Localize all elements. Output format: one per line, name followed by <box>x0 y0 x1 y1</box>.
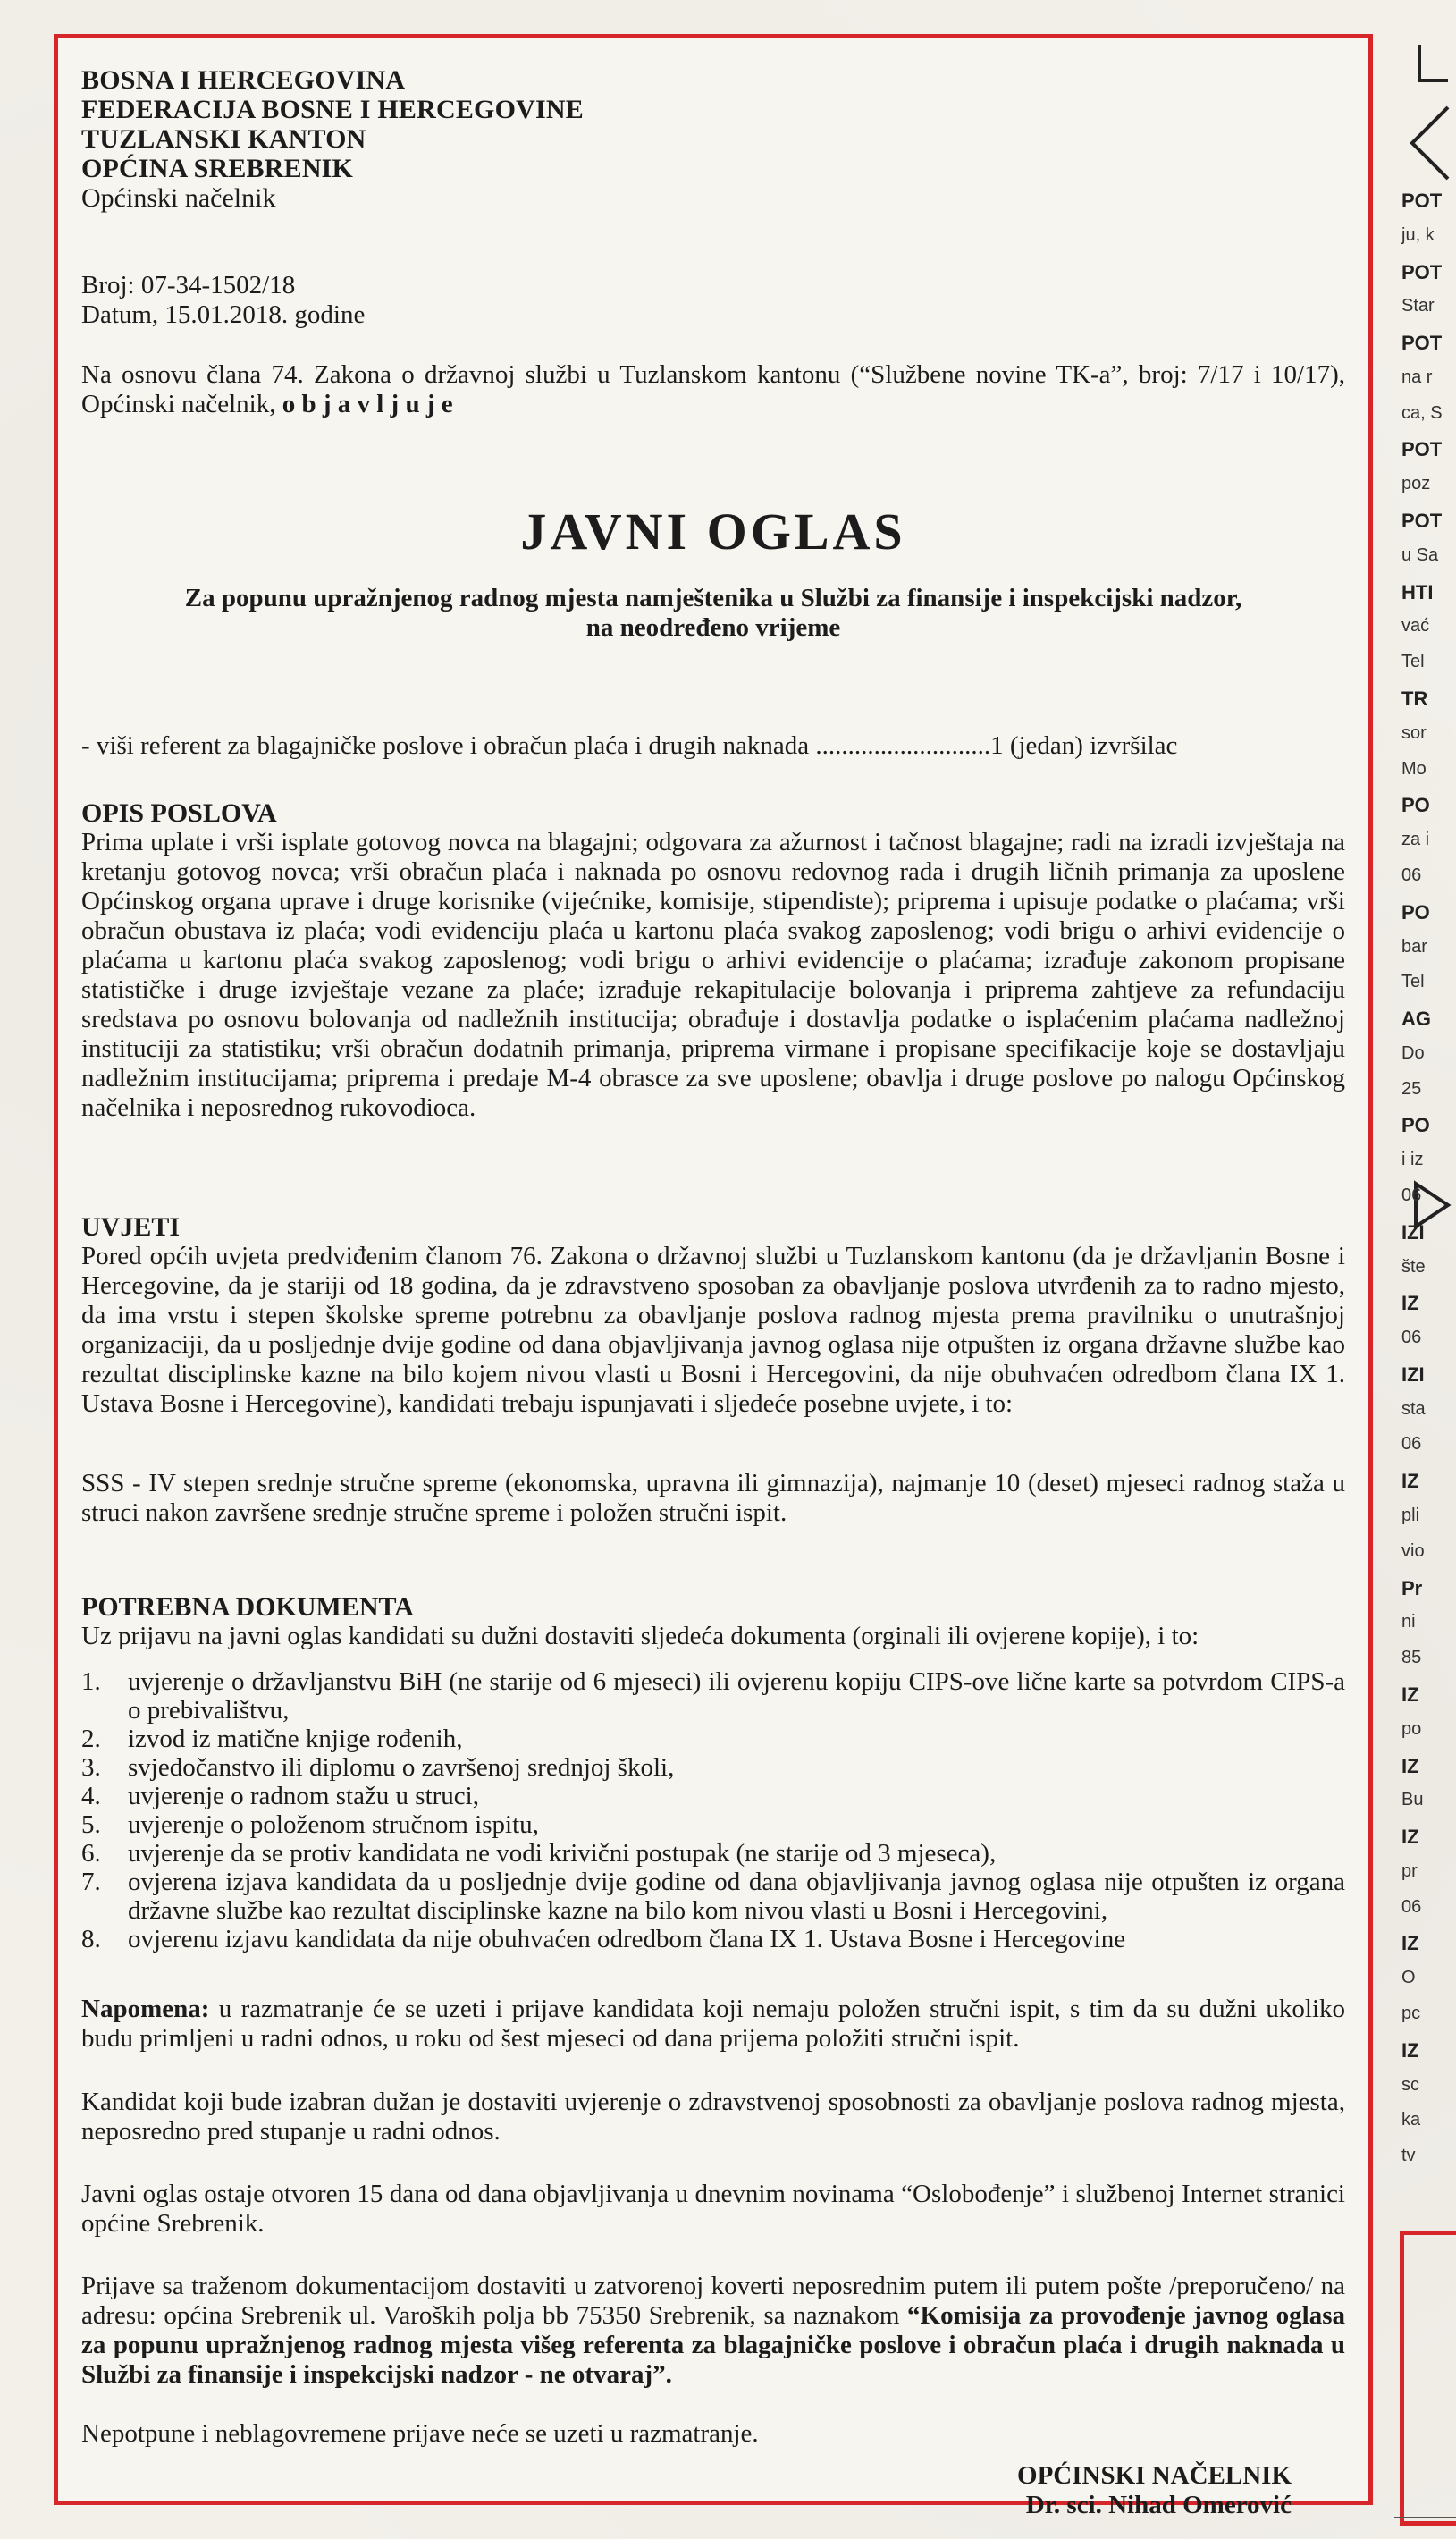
submission-label: “Komisija za provođenje javnog oglasa za popunu upražnjenog radnog mjesta višeg referenta za blagajničke poslove i obračun plaća i drugih naknada u Službi za finansije i inspekcijski nadzor - ne otvaraj”. <box>81 2301 1345 2389</box>
list-item-number: 5. <box>81 1810 101 1839</box>
list-item <box>81 1839 1345 1868</box>
issuer-line-1: BOSNA I HERCEGOVINA <box>81 65 406 95</box>
list-item <box>81 1868 1345 1925</box>
issuer-line-4: OPĆINA SREBRENIK <box>81 154 354 183</box>
side-snippet: šte <box>1401 1257 1426 1277</box>
reference-block <box>81 271 365 330</box>
issuer-line-2: FEDERACIJA BOSNE I HERCEGOVINE <box>81 95 584 124</box>
health-block <box>81 2088 1345 2147</box>
side-snippet: AG <box>1401 1008 1431 1030</box>
side-snippet: ka <box>1401 2110 1421 2130</box>
subtitle-line-2: na neodređeno vrijeme <box>585 613 841 642</box>
reference-number: Broj: 07-34-1502/18 <box>81 271 296 299</box>
side-snippet: IZ <box>1401 1683 1419 1706</box>
list-item-text: uvjerenje da se protiv kandidata ne vodi krivični postupak (ne starije od 3 mjeseca), <box>128 1839 997 1868</box>
side-snippet: tv <box>1401 2146 1416 2165</box>
note-text: u razmatranje će se uzeti i prijave kandidata koji nemaju položen stručni ispit, s tim da su dužni ukoliko budu primljeni u radni odnos, u roku od šest mjeseci od dana prijema položiti stručni ispit. <box>81 1995 1345 2053</box>
incomplete-paragraph: Nepotpune i neblagovremene prijave neće se uzeti u razmatranje. <box>81 2419 759 2448</box>
side-snippet: POT <box>1401 438 1443 460</box>
side-snippet: IZI <box>1401 1363 1425 1386</box>
side-snippet: TR <box>1401 687 1428 710</box>
side-snippet: 06 <box>1401 1185 1422 1205</box>
note-label: Napomena: <box>81 1995 210 2023</box>
side-snippet: pc <box>1401 2003 1421 2023</box>
intro-verb: o b j a v l j u j e <box>282 390 453 418</box>
side-snippet: na r <box>1401 367 1433 387</box>
side-snippet: 06 <box>1401 1434 1422 1454</box>
note-paragraph <box>81 1995 1345 2054</box>
list-item-number: 2. <box>81 1725 101 1753</box>
duties-text: Prima uplate i vrši isplate gotovog novca na blagajni; odgovara za ažurnost i tačnost blagajne; radi na izradi izvještaja na kretanju gotovog novca; vrši obračun plaća i naknada po osnovu redovnog rada i drugih ličnih primanja za uposlene Općinskog organa uprave i druge korisnike (vijećnike, komisije, stipendiste); priprema i upisuje podatke o plaćama; vrši obračun obustava iz plaća; vodi evidenciju plaća u kartonu plaća svakog zaposlenog; vodi brigu o arhivi evidencije o plaćama u kartonu plaća svakog zaposlenog; vodi brigu o arhivi evidencije o plaćama; izrađuje zakonom propisane statističke i druge izvještaje vezane za plaće; izrađuje rekapitulacije bolovanja i priprema zahtjeve za refundaciju sredstava po osnovu bolovanja od nadležnih institucija; obrađuje i dostavlja podatke o isplaćenim plaćama nadležnoj instituciji za statistiku; vrši obračun dodatnih primanja, priprema virmane i propisane specifikacije koje se dostavljaju nadležnim institucijama; priprema i predaje M-4 obrasce za sve uposlene; obavlja i druge poslove po nalogu Općinskog načelnika i neposrednog rukovodioca. <box>81 828 1345 1122</box>
side-snippet: po <box>1401 1719 1422 1739</box>
side-snippet: sta <box>1401 1399 1426 1419</box>
position-line: - viši referent za blagajničke poslove i obračun plaća i drugih naknada ...........................1 (jedan) izvršilac <box>81 731 1178 760</box>
list-item <box>81 1810 1345 1839</box>
list-item-text: svjedočanstvo ili diplomu o završenoj srednjoj školi, <box>128 1753 675 1782</box>
side-snippet: vać <box>1401 616 1430 636</box>
side-snippet: i iz <box>1401 1150 1424 1169</box>
reference-date: Datum, 15.01.2018. godine <box>81 300 366 329</box>
side-snippet: Tel <box>1401 972 1425 991</box>
list-item <box>81 1667 1345 1725</box>
side-snippet: ju, k <box>1401 225 1435 245</box>
list-item-text: ovjerena izjava kandidata da u posljednje dvije godine od dana objavljivanja javnog oglasa nije otpušten iz organa državne službe kao rezultat disciplinske kazne na bilo kom nivou vlasti u Bosni i Hercegovini, <box>128 1868 1345 1925</box>
announcement-frame <box>54 34 1373 2519</box>
announcement-title: JAVNI OGLAS <box>520 502 906 561</box>
list-item <box>81 1782 1345 1810</box>
side-snippet: sor <box>1401 723 1427 743</box>
signature-title: OPĆINSKI NAČELNIK <box>1017 2461 1292 2490</box>
list-item-text: ovjerenu izjavu kandidata da nije obuhvaćen odredbom člana IX 1. Ustava Bosne i Hercegovine <box>128 1925 1126 1953</box>
side-snippet: pr <box>1401 1861 1418 1881</box>
bell-icon <box>1394 27 1456 206</box>
issuer-block <box>81 65 584 213</box>
signature-block <box>1017 2461 1292 2520</box>
side-snippet: 06 <box>1401 865 1422 885</box>
documents-heading: POTREBNA DOKUMENTA <box>81 1592 414 1622</box>
documents-intro: Uz prijavu na javni oglas kandidati su dužni dostaviti sljedeća dokumenta (orginali ili ovjerene kopije), i to: <box>81 1622 1199 1650</box>
list-item-number: 8. <box>81 1925 101 1953</box>
side-snippet: HTI <box>1401 581 1434 603</box>
intro-text: Na osnovu člana 74. Zakona o državnoj službi u Tuzlanskom kantonu (“Službene novine TK-a”, broj: 7/17 i 10/17), Općinski načelnik, <box>81 360 1345 418</box>
side-snippet: POT <box>1401 190 1443 212</box>
side-snippet: PO <box>1401 1114 1430 1136</box>
list-item <box>81 1725 1345 1753</box>
side-snippet: POT <box>1401 510 1443 532</box>
side-snippet: Tel <box>1401 652 1425 671</box>
side-snippet: IZI <box>1401 1221 1425 1244</box>
side-snippet: pli <box>1401 1506 1420 1525</box>
position-block <box>81 731 1345 761</box>
side-snippet: IZ <box>1401 1470 1419 1492</box>
list-item-number: 7. <box>81 1868 101 1896</box>
side-snippet: za i <box>1401 830 1430 849</box>
list-item <box>81 1753 1345 1782</box>
special-conditions-text: SSS - IV stepen srednje stručne spreme (ekonomska, upravna ili gimnazija), najmanje 10 (deset) mjeseci radnog staža u struci nakon završene srednje stručne spreme i položen stručni ispit. <box>81 1469 1345 1527</box>
column-rule <box>1394 2517 1456 2518</box>
duties-heading: OPIS POSLOVA <box>81 798 277 828</box>
list-item-number: 3. <box>81 1753 101 1782</box>
side-snippet: poz <box>1401 474 1431 493</box>
list-item <box>81 1925 1345 1953</box>
side-snippet: IZ <box>1401 1932 1419 1954</box>
side-snippet: 06 <box>1401 1328 1422 1347</box>
side-snippet: POT <box>1401 261 1443 283</box>
subtitle-line-1: Za popunu upražnjenog radnog mjesta namještenika u Službi za finansije i inspekcijski nadzor, <box>184 584 1242 612</box>
side-snippet: POT <box>1401 332 1443 354</box>
side-snippet: ni <box>1401 1612 1416 1632</box>
subtitle-block <box>81 584 1345 643</box>
duties-section <box>81 798 1345 1123</box>
side-snippet: bar <box>1401 937 1427 957</box>
issuer-line-3: TUZLANSKI KANTON <box>81 124 366 154</box>
list-item-number: 6. <box>81 1839 101 1868</box>
side-snippet: sc <box>1401 2075 1419 2095</box>
side-snippet: Do <box>1401 1043 1425 1063</box>
incomplete-block <box>81 2419 1345 2449</box>
side-snippet: Bu <box>1401 1790 1424 1809</box>
submission-paragraph <box>81 2272 1345 2390</box>
list-item-text: uvjerenje o položenom stručnom ispitu, <box>128 1810 539 1839</box>
side-snippet: IZ <box>1401 2039 1419 2062</box>
issuer-office: Općinski načelnik <box>81 183 276 213</box>
side-snippet: O <box>1401 1968 1416 1987</box>
intro-paragraph <box>81 360 1345 419</box>
next-ad-frame <box>1400 2231 1456 2526</box>
side-snippet: IZ <box>1401 1755 1419 1777</box>
side-snippet: Star <box>1401 296 1435 316</box>
conditions-section <box>81 1212 1345 1419</box>
note-block <box>81 1995 1345 2054</box>
submission-text: Prijave sa traženom dokumentacijom dostaviti u zatvorenoj koverti neposrednim putem ili putem pošte /preporučeno/ na adresu: općina Srebrenik ul. Varoških polja bb 75350 Srebrenik, sa naznakom <box>81 2272 1345 2330</box>
list-item-number: 1. <box>81 1667 101 1696</box>
intro-block <box>81 360 1345 419</box>
health-paragraph: Kandidat koji bude izabran dužan je dostaviti uvjerenje o zdravstvenoj sposobnosti za obavljanje poslova radnog mjesta, neposredno pred stupanje u radni odnos. <box>81 2088 1345 2146</box>
documents-section <box>81 1592 1345 1953</box>
conditions-text: Pored općih uvjeta predviđenim članom 76. Zakona o državnoj službi u Tuzlanskom kantonu (da je državljanin Bosne i Hercegovine, da je stariji od 18 godina, da je zdravstveno sposoban za obavljanje poslova utvrđenih za to radno mjesto, da ima vrstu i stepen školske spreme potrebnu za obavljanje poslova radnog mjesta prema pravilniku o unutrašnjoj organizaciji, da u posljednje dvije godine od dana objavljivanja javnog oglasa nije otpušten iz organa državne službe kao rezultat disciplinske kazne na bilo kojem nivou vlasti u Bosni i Hercegovini, da nije obuhvaćen odredbom člana IX 1. Ustava Bosne i Hercegovine), kandidati trebaju ispunjavati i sljedeće posebne uvjete, i to: <box>81 1242 1345 1418</box>
open-period-block <box>81 2180 1345 2239</box>
documents-list <box>81 1667 1345 1953</box>
title-block <box>81 502 1345 561</box>
side-snippet: 06 <box>1401 1897 1422 1917</box>
special-conditions-block <box>81 1469 1345 1528</box>
signature-name: Dr. sci. Nihad Omerović <box>1025 2491 1292 2519</box>
side-snippet: IZ <box>1401 1292 1419 1314</box>
open-period-paragraph: Javni oglas ostaje otvoren 15 dana od dana objavljivanja u dnevnim novinama “Oslobođenje” i službenoj Internet stranici općine Srebrenik. <box>81 2180 1345 2238</box>
conditions-heading: UVJETI <box>81 1212 181 1242</box>
side-snippet: vio <box>1401 1541 1425 1561</box>
submission-block <box>81 2272 1345 2390</box>
side-snippet: IZ <box>1401 1826 1419 1848</box>
adjacent-classifieds-column <box>1394 0 1456 2539</box>
list-item-number: 4. <box>81 1782 101 1810</box>
list-item-text: izvod iz matične knjige rođenih, <box>128 1725 463 1753</box>
side-snippet: u Sa <box>1401 545 1439 565</box>
side-snippet: PO <box>1401 901 1430 924</box>
side-snippet: 85 <box>1401 1648 1422 1667</box>
side-snippet: Mo <box>1401 759 1427 779</box>
side-snippet: PO <box>1401 794 1430 816</box>
side-snippet: ca, S <box>1401 403 1443 423</box>
announcement-body <box>81 65 1345 2519</box>
list-item-text: uvjerenje o radnom stažu u struci, <box>128 1782 479 1810</box>
side-snippet: Pr <box>1401 1577 1423 1599</box>
list-item-text: uvjerenje o državljanstvu BiH (ne starije od 6 mjeseci) ili ovjerenu kopiju CIPS-ove lične karte sa potvrdom CIPS-a o prebivalištvu, <box>128 1667 1345 1725</box>
side-snippet: 25 <box>1401 1079 1422 1099</box>
